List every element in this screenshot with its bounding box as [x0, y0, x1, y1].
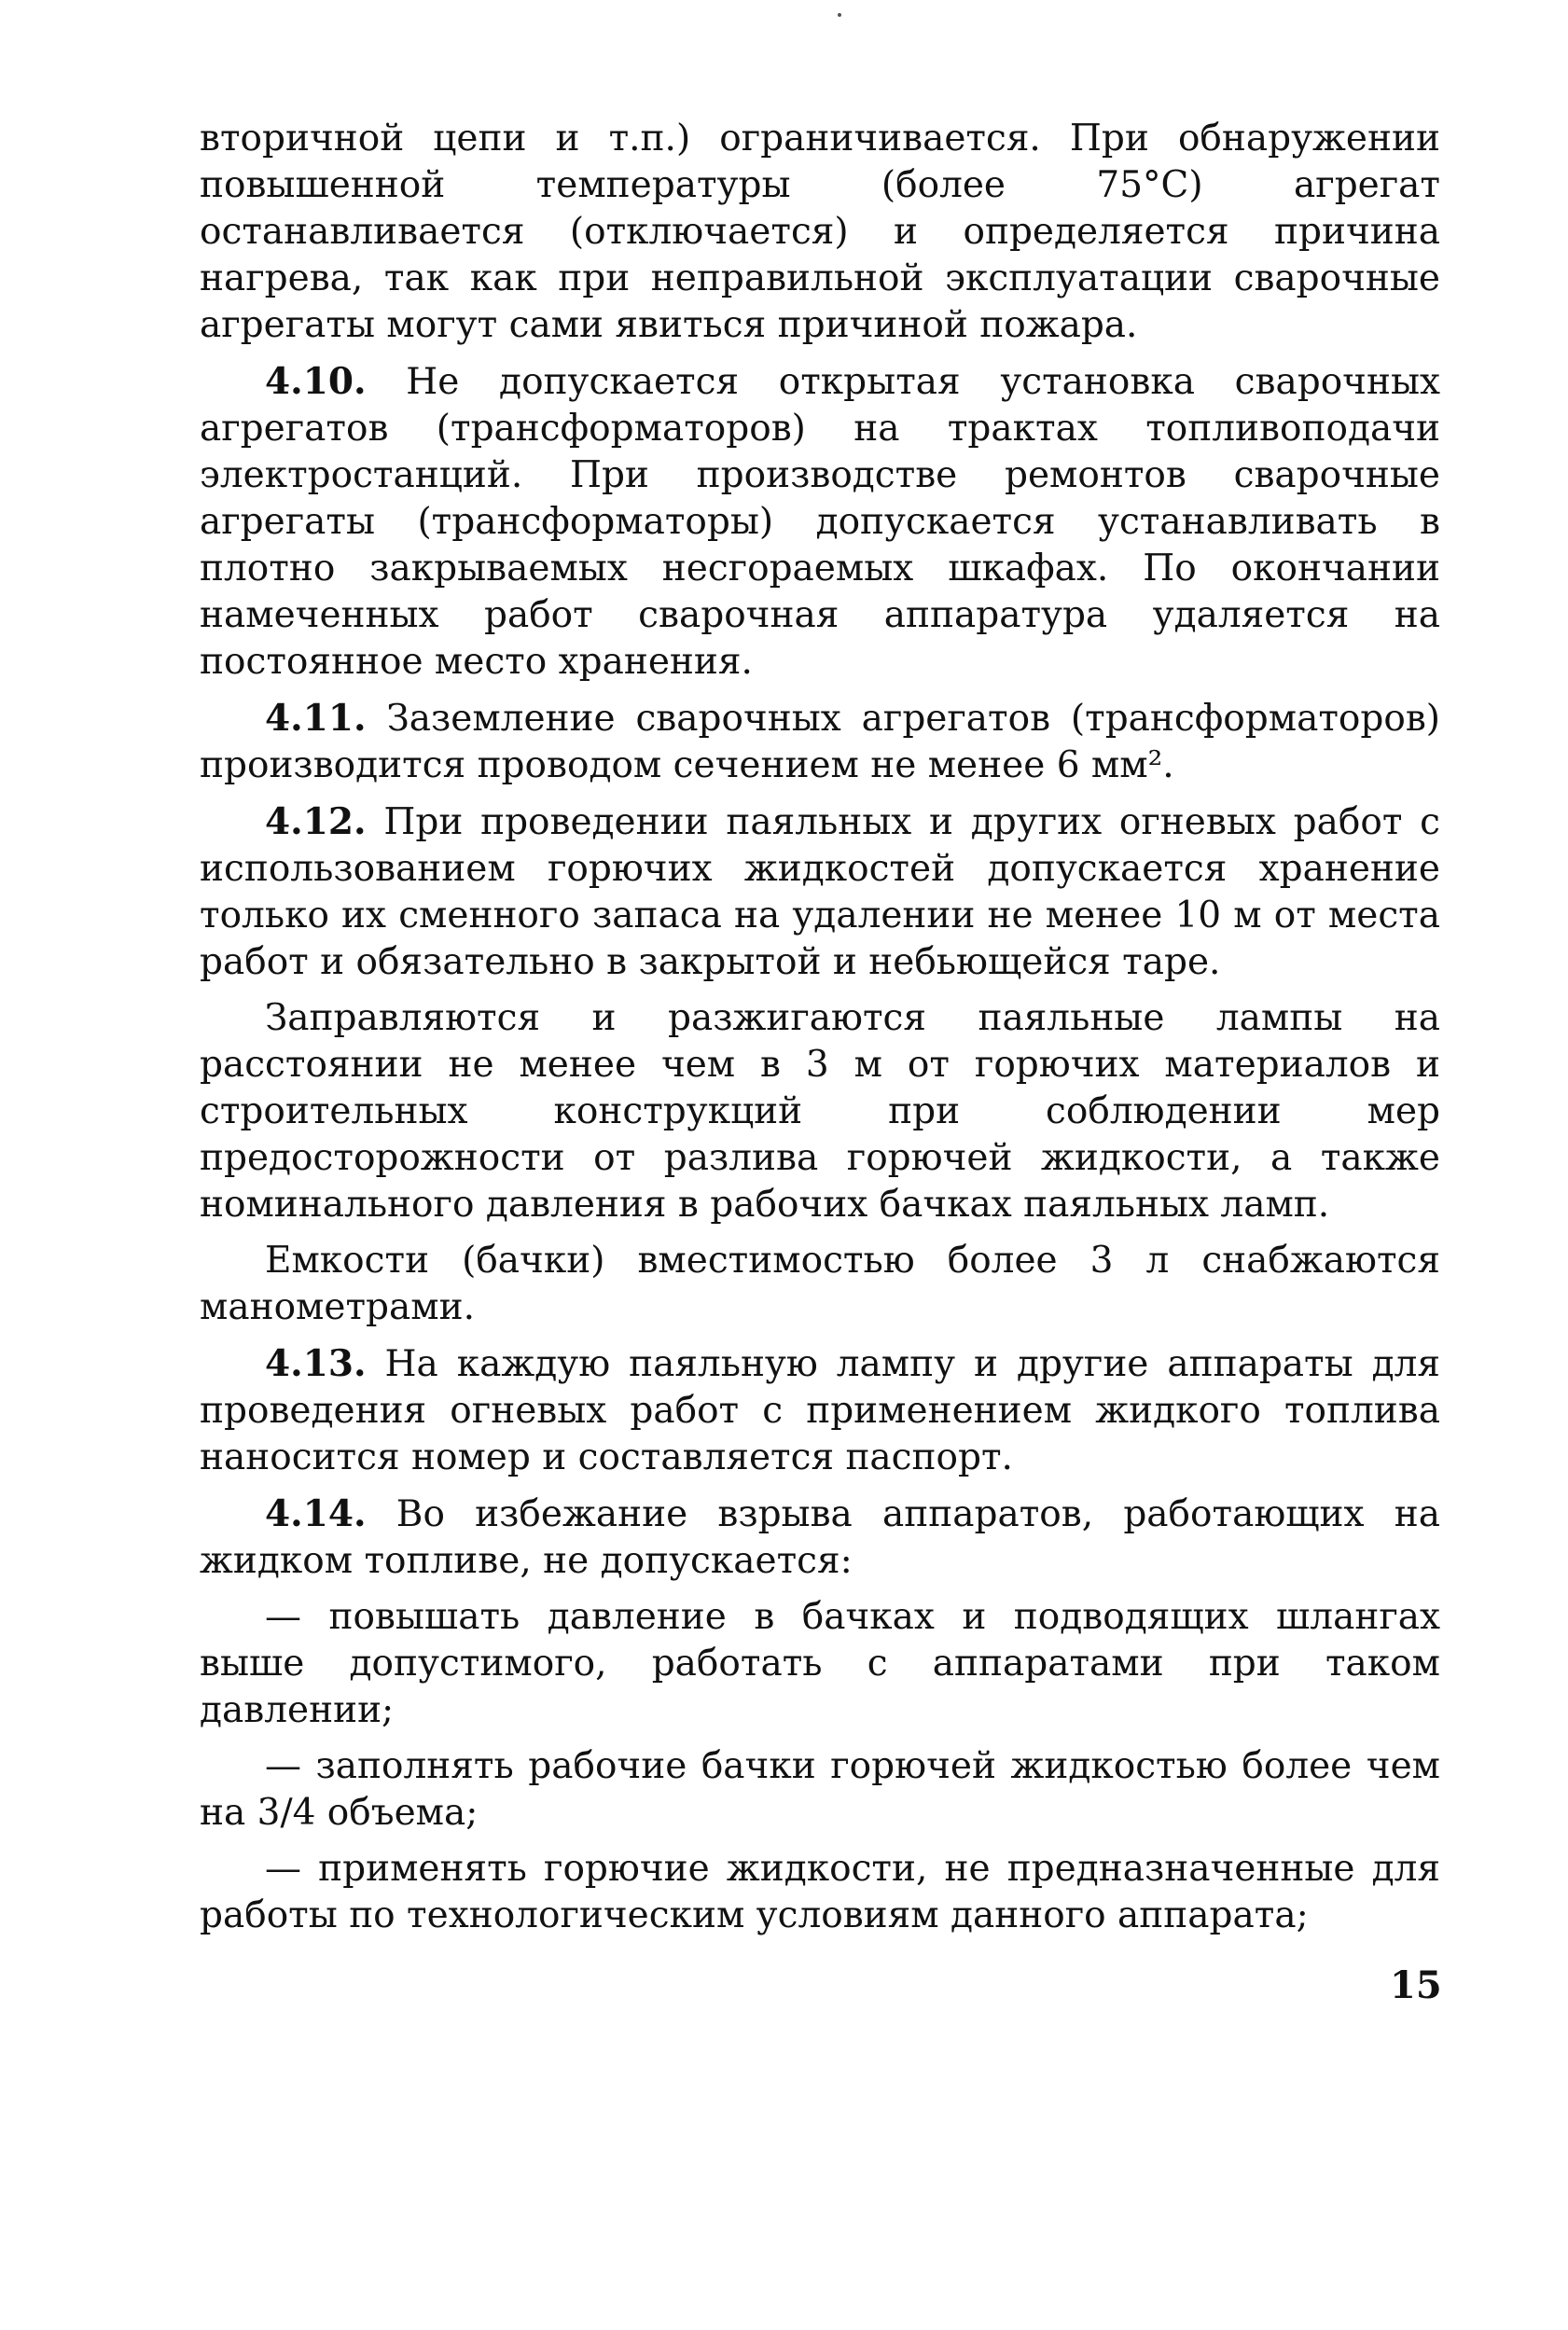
list-item	[200, 1594, 1440, 1734]
paragraph-4-12	[200, 798, 1440, 986]
list-item-text: — заполнять рабочие бачки горючей жидкостью более чем на 3/4 объема;	[200, 1745, 1440, 1834]
paragraph-text: Не допускается открытая установка сварочных агрегатов (трансформаторов) на трактах топливоподачи электростанций. При производстве ремонтов сварочные агрегаты (трансформаторы) допускается устанавливать в плотно закрываемых несгораемых шкафах. По окончании намеченных работ сварочная аппаратура удаляется на постоянное место хранения.	[200, 361, 1440, 683]
page-number: 15	[1390, 1963, 1442, 2007]
clause-number: 4.10.	[265, 360, 367, 403]
paragraph-text: При проведении паяльных и других огневых работ с использованием горючих жидкостей допускается хранение только их сменного запаса на удалении не менее 10 м от места работ и обязательно в закрытой и небьющейся таре.	[200, 801, 1440, 983]
clause-number: 4.12.	[265, 800, 367, 843]
paragraph-4-11	[200, 695, 1440, 789]
paragraph-text: На каждую паяльную лампу и другие аппараты для проведения огневых работ с применением жидкого топлива наносится номер и составляется паспорт.	[200, 1343, 1440, 1478]
list-item	[200, 1846, 1440, 1939]
scan-speck	[838, 13, 841, 17]
paragraph-text: Заправляются и разжигаются паяльные лампы на расстоянии не менее чем в 3 м от горючих материалов и строительных конструкций при соблюдении мер предосторожности от разлива горючей жидкости, а также номинального давления в рабочих бачках паяльных ламп.	[200, 997, 1440, 1226]
body-text	[200, 116, 1440, 1949]
clause-number: 4.11.	[265, 697, 367, 740]
paragraph-text: Во избежание взрыва аппаратов, работающих на жидком топливе, не допускается:	[200, 1493, 1440, 1582]
list-item	[200, 1743, 1440, 1837]
list-item-text: — повышать давление в бачках и подводящих шлангах выше допустимого, работать с аппаратами при таком давлении;	[200, 1596, 1440, 1731]
paragraph-4-13	[200, 1340, 1440, 1481]
paragraph-text: Емкости (бачки) вместимостью более 3 л снабжаются манометрами.	[200, 1240, 1440, 1328]
list-item-text: — применять горючие жидкости, не предназначенные для работы по технологическим условиям данного аппарата;	[200, 1848, 1440, 1936]
paragraph-containers	[200, 1238, 1440, 1331]
paragraph-continuation	[200, 116, 1440, 349]
paragraph-lamps	[200, 995, 1440, 1228]
clause-number: 4.13.	[265, 1342, 367, 1385]
paragraph-text: Заземление сварочных агрегатов (трансформаторов) производится проводом сечением не менее 6 мм².	[200, 698, 1440, 786]
paragraph-4-10	[200, 358, 1440, 686]
paragraph-4-14	[200, 1491, 1440, 1585]
clause-number: 4.14.	[265, 1492, 367, 1535]
paragraph-text: вторичной цепи и т.п.) ограничивается. При обнаружении повышенной температуры (более 75°С) агрегат останавливается (отключается) и определяется причина нагрева, так как при неправильной эксплуатации сварочные агрегаты могут сами явиться причиной пожара.	[200, 118, 1440, 346]
